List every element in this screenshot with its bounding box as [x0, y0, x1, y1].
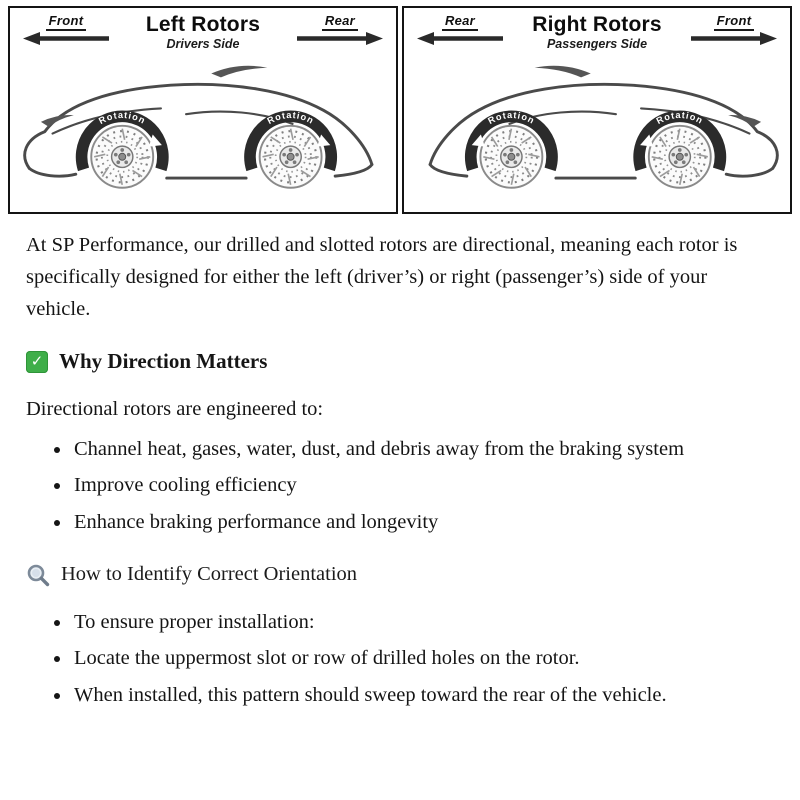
front-rotor — [91, 126, 153, 188]
section-heading-text: How to Identify Correct Orientation — [61, 562, 358, 585]
left-panel-titles — [146, 13, 260, 51]
check-icon: ✓ — [26, 351, 48, 373]
orientation-steps-list — [72, 607, 774, 712]
rear-direction-indicator — [414, 14, 506, 45]
front-direction-indicator — [688, 14, 780, 45]
list-item: • Improve cooling efficiency — [72, 470, 774, 502]
arrow-right-icon — [297, 32, 383, 45]
list-item: • Locate the uppermost slot or row of drilled holes on the rotor. — [72, 643, 774, 675]
panel-subtitle: Drivers Side — [166, 37, 240, 52]
front-rotor — [649, 126, 711, 188]
panel-title: Right Rotors — [532, 13, 662, 36]
car-illustration-left — [11, 60, 397, 210]
section-heading-text: Why Direction Matters — [59, 349, 268, 374]
rotation-label: Rotation — [486, 109, 537, 127]
front-direction-indicator — [20, 14, 112, 45]
benefits-list — [72, 434, 774, 539]
car-illustration-right — [405, 60, 791, 210]
headlight-accent — [41, 115, 74, 127]
section-heading-identify-orientation — [26, 559, 774, 591]
arrow-left-icon — [417, 32, 503, 45]
intro-paragraph: At SP Performance, our drilled and slotted rotors are directional, meaning each rotor is specifically designed for either the left (driver’s) or right (passenger’s) side of your vehicle. — [26, 234, 738, 320]
list-item: • To ensure proper installation: — [72, 607, 774, 639]
rear-direction-indicator — [294, 14, 386, 45]
section-lead: Directional rotors are engineered to: — [26, 397, 324, 420]
rear-rotor — [260, 126, 322, 188]
rear-rotor — [480, 126, 542, 188]
rotor-direction-diagram — [0, 0, 800, 214]
right-panel-titles — [532, 13, 662, 51]
direction-label: Front — [714, 14, 755, 31]
panel-subtitle: Passengers Side — [546, 37, 648, 52]
left-panel-header — [10, 12, 396, 51]
list-item: • When installed, this pattern should sweep toward the rear of the vehicle. — [72, 680, 774, 712]
list-item: • Channel heat, gases, water, dust, and debris away from the braking system — [72, 434, 774, 466]
direction-label: Front — [46, 14, 87, 31]
magnifier-icon — [26, 563, 50, 587]
spoiler-accent — [211, 66, 267, 78]
direction-label: Rear — [442, 14, 478, 31]
list-item: • Enhance braking performance and longevity — [72, 507, 774, 539]
rotation-label: Rotation — [265, 109, 316, 127]
right-rotors-panel — [402, 6, 792, 214]
direction-label: Rear — [322, 14, 358, 31]
section-heading-why-direction-matters — [26, 345, 774, 378]
arrow-left-icon — [23, 32, 109, 45]
arrow-right-icon — [691, 32, 777, 45]
panel-title: Left Rotors — [145, 13, 261, 36]
rotation-label: Rotation — [97, 109, 148, 127]
right-panel-header — [404, 12, 790, 51]
rotation-label: Rotation — [654, 109, 705, 127]
left-rotors-panel — [8, 6, 398, 214]
article-body — [0, 214, 800, 712]
